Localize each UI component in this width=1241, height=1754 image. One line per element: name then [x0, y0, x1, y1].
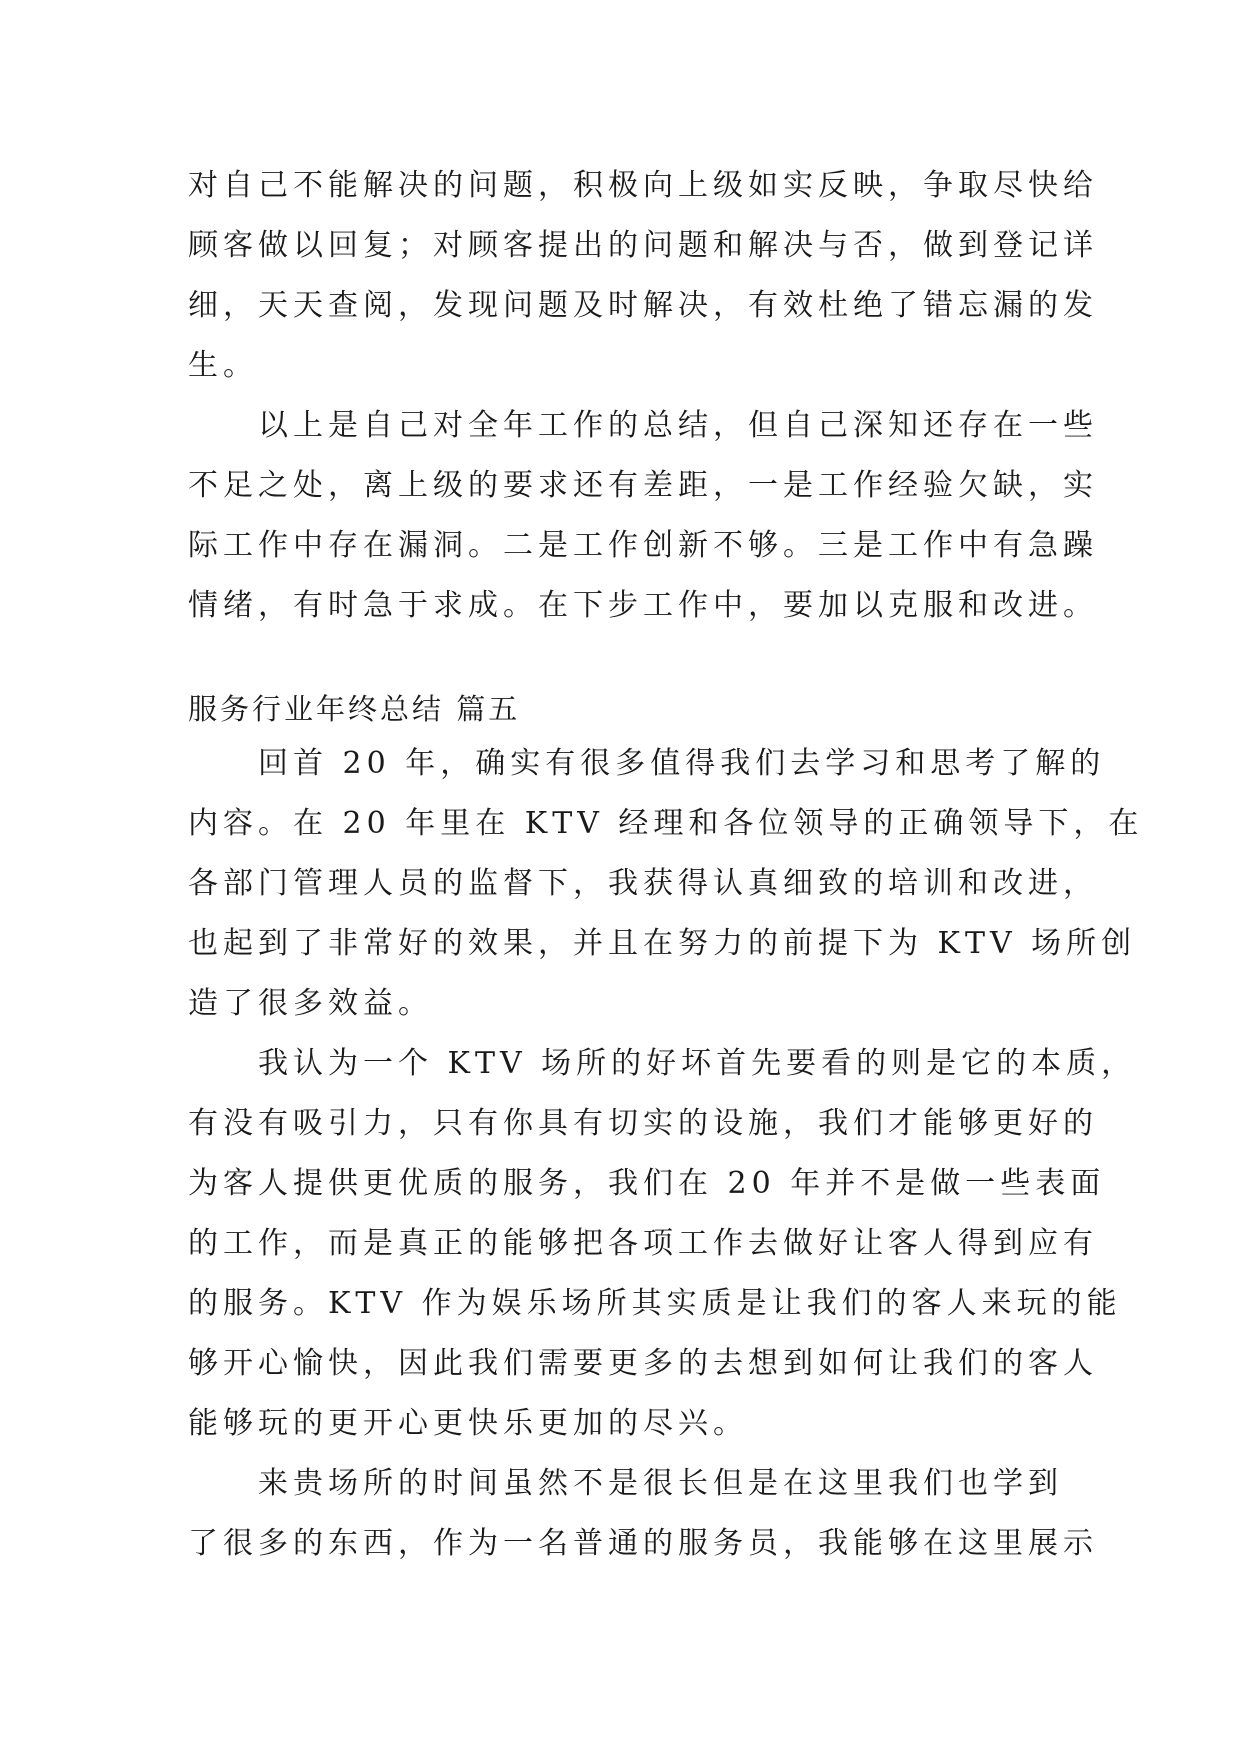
text-line: 够开心愉快，因此我们需要更多的去想到如何让我们的客人 [188, 1346, 1098, 1381]
text-line: 能够玩的更开心更快乐更加的尽兴。 [188, 1406, 748, 1441]
text-line: 生。 [188, 348, 258, 383]
text-line: 的工作，而是真正的能够把各项工作去做好让客人得到应有 [188, 1226, 1098, 1261]
text-line: 回首 20 年，确实有很多值得我们去学习和思考了解的 [188, 746, 1106, 781]
text-line: 来贵场所的时间虽然不是很长但是在这里我们也学到 [188, 1466, 1063, 1501]
text-line: 各部门管理人员的监督下，我获得认真细致的培训和改进， [188, 866, 1098, 901]
text-line: 不足之处，离上级的要求还有差距，一是工作经验欠缺，实 [188, 468, 1098, 503]
text-line: 了很多的东西，作为一名普通的服务员，我能够在这里展示 [188, 1526, 1098, 1561]
text-line: 对自己不能解决的问题，积极向上级如实反映，争取尽快给 [188, 168, 1098, 203]
text-line: 细，天天查阅，发现问题及时解决，有效杜绝了错忘漏的发 [188, 288, 1098, 323]
text-line: 有没有吸引力，只有你具有切实的设施，我们才能够更好的 [188, 1106, 1098, 1141]
text-line: 内容。在 20 年里在 KTV 经理和各位领导的正确领导下，在 [188, 806, 1144, 841]
text-line: 我认为一个 KTV 场所的好坏首先要看的则是它的本质， [188, 1046, 1137, 1081]
text-line: 造了很多效益。 [188, 986, 433, 1021]
text-line: 为客人提供更优质的服务，我们在 20 年并不是做一些表面 [188, 1166, 1106, 1201]
text-line: 顾客做以回复；对顾客提出的问题和解决与否，做到登记详 [188, 228, 1098, 263]
text-line: 也起到了非常好的效果，并且在努力的前提下为 KTV 场所创 [188, 926, 1137, 961]
text-line: 际工作中存在漏洞。二是工作创新不够。三是工作中有急躁 [188, 528, 1098, 563]
text-line: 的服务。KTV 作为娱乐场所其实质是让我们的客人来玩的能 [188, 1286, 1122, 1321]
body-text-bottom [188, 734, 1144, 1574]
text-line: 以上是自己对全年工作的总结，但自己深知还存在一些 [188, 408, 1098, 443]
section-heading: 服务行业年终总结 篇五 [188, 692, 521, 726]
body-text-top [188, 156, 1098, 636]
text-line: 情绪，有时急于求成。在下步工作中，要加以克服和改进。 [188, 588, 1098, 623]
